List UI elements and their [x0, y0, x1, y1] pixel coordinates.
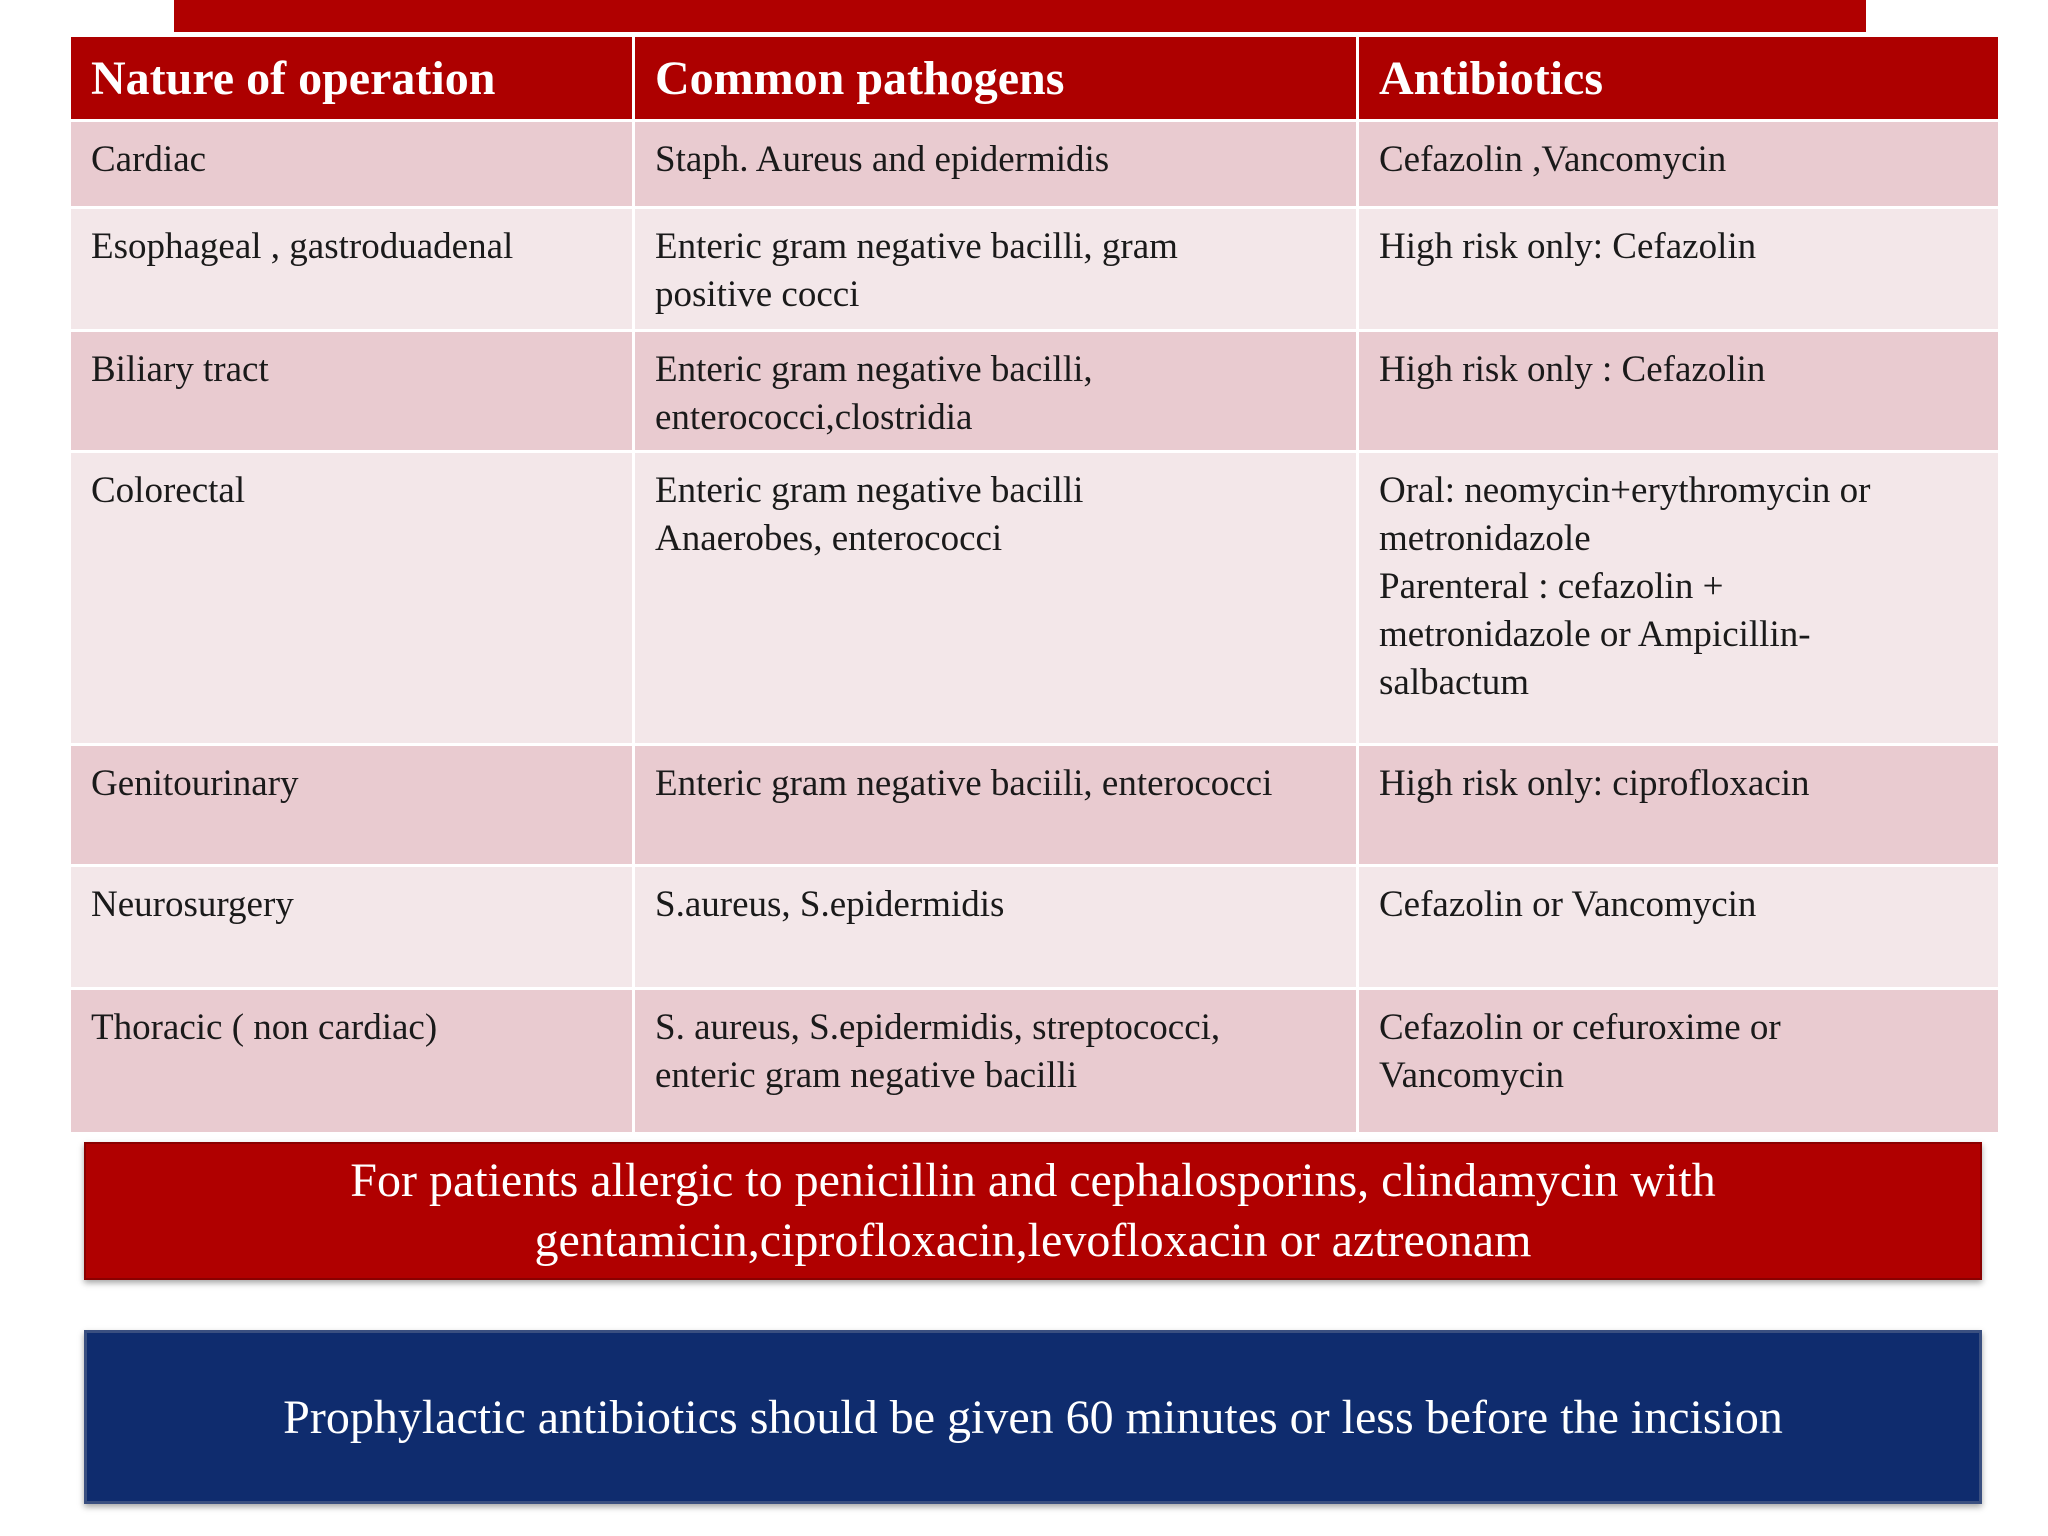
- cell-line: Staph. Aureus and epidermidis: [655, 139, 1110, 180]
- antibiotics-cell: [1358, 452, 2000, 745]
- cell-line: High risk only: Cefazolin: [1379, 226, 1757, 267]
- cell-line: Parenteral : cefazolin +: [1379, 566, 1724, 607]
- cell-line: metronidazole: [1379, 518, 1591, 559]
- cell-line: Oral: neomycin+erythromycin or: [1379, 470, 1871, 511]
- cell-line: Cardiac: [91, 139, 207, 180]
- operation-cell: [70, 452, 634, 745]
- antibiotics-cell: [1358, 121, 2000, 208]
- pathogens-cell: [634, 452, 1358, 745]
- cell-line: salbactum: [1379, 662, 1530, 703]
- operation-cell: [70, 745, 634, 866]
- antibiotics-cell: [1358, 989, 2000, 1134]
- operation-cell: [70, 208, 634, 331]
- operation-cell: [70, 331, 634, 452]
- pathogens-cell: [634, 208, 1358, 331]
- cell-line: Anaerobes, enterococci: [655, 518, 1003, 559]
- table-row: [70, 866, 2000, 989]
- cell-line: metronidazole or Ampicillin-: [1379, 614, 1811, 655]
- cell-line: High risk only : Cefazolin: [1379, 349, 1766, 390]
- cell-line: S. aureus, S.epidermidis, streptococci,: [655, 1007, 1221, 1048]
- table-row: [70, 208, 2000, 331]
- pathogens-cell: [634, 989, 1358, 1134]
- antibiotics-cell: [1358, 331, 2000, 452]
- header-antibiotics: Antibiotics: [1358, 36, 2000, 121]
- header-common-pathogens: Common pathogens: [634, 36, 1358, 121]
- cell-line: Colorectal: [91, 470, 246, 511]
- timing-note-box: [84, 1330, 1982, 1504]
- operation-cell: [70, 121, 634, 208]
- header-nature-of-operation: Nature of operation: [70, 36, 634, 121]
- prophylaxis-table: [68, 34, 2001, 1135]
- allergy-note-line: gentamicin,ciprofloxacin,levofloxacin or aztreonam: [534, 1214, 1532, 1267]
- cell-line: enterococci,clostridia: [655, 397, 973, 438]
- antibiotics-cell: [1358, 208, 2000, 331]
- top-banner: [174, 0, 1866, 32]
- cell-line: High risk only: ciprofloxacin: [1379, 763, 1810, 804]
- cell-line: Enteric gram negative bacilli: [655, 470, 1084, 511]
- cell-line: enteric gram negative bacilli: [655, 1055, 1078, 1096]
- cell-line: Esophageal , gastroduadenal: [91, 226, 514, 267]
- operation-cell: [70, 866, 634, 989]
- cell-line: Enteric gram negative bacilli, gram: [655, 226, 1178, 267]
- operation-cell: [70, 989, 634, 1134]
- pathogens-cell: [634, 121, 1358, 208]
- pathogens-cell: [634, 331, 1358, 452]
- antibiotics-cell: [1358, 866, 2000, 989]
- table-row: [70, 989, 2000, 1134]
- cell-line: Cefazolin or Vancomycin: [1379, 884, 1757, 925]
- cell-line: Cefazolin ,Vancomycin: [1379, 139, 1727, 180]
- table-row: [70, 452, 2000, 745]
- cell-line: Enteric gram negative bacilli,: [655, 349, 1093, 390]
- cell-line: Cefazolin or cefuroxime or: [1379, 1007, 1781, 1048]
- cell-line: Genitourinary: [91, 763, 299, 804]
- cell-line: positive cocci: [655, 274, 860, 315]
- cell-line: Vancomycin: [1379, 1055, 1564, 1096]
- pathogens-cell: [634, 745, 1358, 866]
- cell-line: Biliary tract: [91, 349, 269, 390]
- table-row: [70, 745, 2000, 866]
- table-header-row: [70, 36, 2000, 121]
- antibiotics-cell: [1358, 745, 2000, 866]
- cell-line: Enteric gram negative baciili, enterococci: [655, 763, 1273, 804]
- timing-note-text: Prophylactic antibiotics should be given 60 minutes or less before the incision: [283, 1390, 1783, 1444]
- table-row: [70, 331, 2000, 452]
- allergy-note-box: [84, 1142, 1982, 1280]
- cell-line: Thoracic ( non cardiac): [91, 1007, 438, 1048]
- cell-line: S.aureus, S.epidermidis: [655, 884, 1005, 925]
- cell-line: Neurosurgery: [91, 884, 294, 925]
- table-row: [70, 121, 2000, 208]
- allergy-note-line: For patients allergic to penicillin and cephalosporins, clindamycin with: [350, 1154, 1716, 1207]
- pathogens-cell: [634, 866, 1358, 989]
